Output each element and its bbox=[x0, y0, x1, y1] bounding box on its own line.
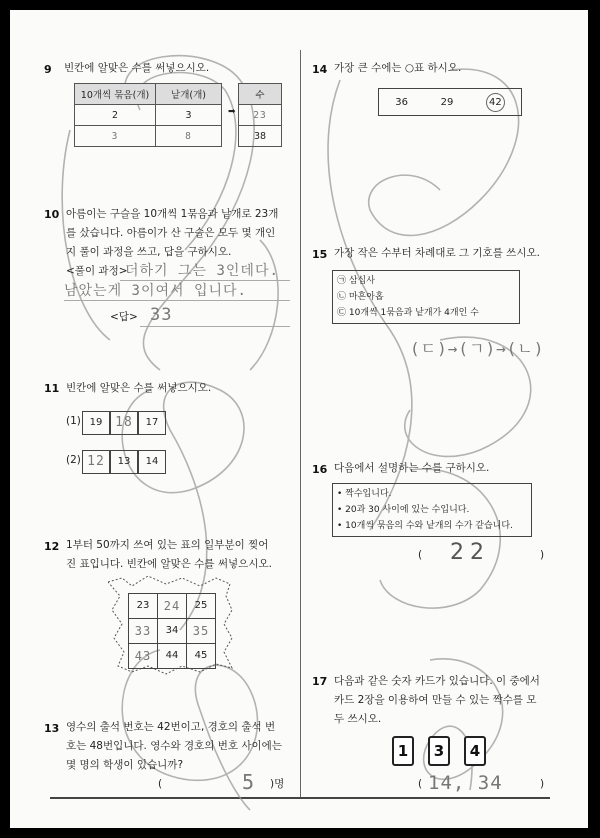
q9-table bbox=[74, 83, 222, 147]
q17-line2: 카드 2장을 이용하여 만들 수 있는 짝수를 모 bbox=[334, 694, 537, 706]
q10-process-answer-2[interactable]: 남았는게 3이여서 입니다. bbox=[64, 283, 247, 299]
q11-part1-row bbox=[82, 411, 166, 435]
q9-text: 빈칸에 알맞은 수를 써넣으시오. bbox=[64, 62, 210, 74]
q17-card-1: 1 bbox=[392, 736, 414, 766]
q11-part2-row bbox=[82, 450, 166, 474]
q11-p2-cell-b: 13 bbox=[110, 450, 138, 474]
worksheet-page bbox=[10, 10, 588, 828]
q17-number: 17 bbox=[312, 675, 328, 688]
q17-line1: 다음과 같은 숫자 카드가 있습니다. 이 중에서 bbox=[334, 675, 540, 687]
q9-header-unit: 낱개(개) bbox=[156, 84, 222, 105]
q15-option-1: ㉠ 삼십사 bbox=[337, 276, 375, 286]
q12-r3-c1[interactable]: 43 bbox=[129, 644, 158, 669]
q14-number: 14 bbox=[312, 63, 328, 76]
q11-p1-cell-b[interactable]: 18 bbox=[110, 411, 138, 435]
q9-r1-group: 2 bbox=[75, 105, 156, 126]
q13-line1: 영수의 출석 번호는 42번이고, 경호의 출석 번 bbox=[66, 721, 276, 733]
q13-line2: 호는 48번입니다. 영수와 경호의 번호 사이에는 bbox=[66, 740, 282, 752]
q11-part2-label: (2) bbox=[66, 454, 81, 466]
q13-answer[interactable]: 5 bbox=[242, 770, 256, 794]
q9-arrow-icon: ➡ bbox=[228, 107, 236, 117]
q16-hints-box bbox=[332, 483, 532, 537]
q12-number: 12 bbox=[44, 540, 60, 553]
q11-p1-cell-a: 19 bbox=[82, 411, 110, 435]
q14-text: 가장 큰 수에는 ○표 하시오. bbox=[334, 62, 462, 74]
q17-line3: 두 쓰시오. bbox=[334, 713, 382, 725]
q10-process-answer-1[interactable]: 더하기 그는 3인데다. bbox=[125, 263, 279, 279]
q15-text: 가장 작은 수부터 차례대로 그 기호를 쓰시오. bbox=[334, 247, 540, 259]
q17-card-2: 3 bbox=[428, 736, 450, 766]
q12-r1-c2[interactable]: 24 bbox=[158, 594, 187, 619]
q12-line2: 진 표입니다. 빈칸에 알맞은 수를 써넣으시오. bbox=[66, 558, 272, 570]
q10-line3: 지 풀이 과정을 쓰고, 답을 구하시오. bbox=[66, 246, 232, 258]
q9-r2-group[interactable]: 3 bbox=[75, 126, 156, 147]
q9-r2-number: 38 bbox=[239, 126, 282, 147]
q10-answer-line bbox=[140, 326, 290, 327]
q10-process-line-2 bbox=[64, 300, 290, 301]
q9-r1-number[interactable]: 23 bbox=[239, 105, 282, 126]
q16-text: 다음에서 설명하는 수를 구하시오. bbox=[334, 462, 490, 474]
q12-line1: 1부터 50까지 쓰여 있는 표의 일부분이 찢어 bbox=[66, 539, 269, 551]
q16-hint-3: • 10개씩 묶음의 수와 낱개의 수가 같습니다. bbox=[337, 521, 513, 531]
q10-answer[interactable]: 33 bbox=[150, 305, 173, 325]
q11-text: 빈칸에 알맞은 수를 써넣으시오. bbox=[66, 382, 212, 394]
q17-answer[interactable]: 14, 34 bbox=[428, 772, 503, 794]
q16-paren-open: ( bbox=[418, 549, 423, 561]
q12-r2-c1[interactable]: 33 bbox=[129, 619, 158, 644]
q14-value-3[interactable]: 42 bbox=[486, 93, 505, 112]
q12-r2-c2: 34 bbox=[158, 619, 187, 644]
q10-answer-label: <답> bbox=[110, 311, 138, 323]
q9-header-group: 10개씩 묶음(개) bbox=[75, 84, 156, 105]
q9-r1-unit: 3 bbox=[156, 105, 222, 126]
q10-process-label: <풀이 과정> bbox=[66, 265, 128, 277]
q9-header-number: 수 bbox=[239, 84, 282, 105]
q16-answer[interactable]: 22 bbox=[450, 540, 490, 565]
q16-hint-2: • 20과 30 사이에 있는 수입니다. bbox=[337, 505, 470, 515]
q15-number: 15 bbox=[312, 248, 328, 261]
q12-r3-c2: 44 bbox=[158, 644, 187, 669]
q9-number: 9 bbox=[44, 63, 52, 76]
q12-r3-c3: 45 bbox=[187, 644, 216, 669]
q17-card-3: 4 bbox=[464, 736, 486, 766]
q15-options-box bbox=[332, 270, 520, 324]
q9-r2-unit[interactable]: 8 bbox=[156, 126, 222, 147]
q11-part1-label: (1) bbox=[66, 415, 81, 427]
q13-number: 13 bbox=[44, 722, 60, 735]
q13-paren-open: ( bbox=[158, 778, 163, 790]
q16-hint-1: • 짝수입니다. bbox=[337, 489, 392, 499]
q9-number-table bbox=[238, 83, 282, 147]
q10-number: 10 bbox=[44, 208, 60, 221]
q11-p2-cell-a[interactable]: 12 bbox=[82, 450, 110, 474]
q12-r1-c3: 25 bbox=[187, 594, 216, 619]
q16-number: 16 bbox=[312, 463, 328, 476]
q13-paren-close: )명 bbox=[270, 778, 285, 790]
q11-p2-cell-c: 14 bbox=[138, 450, 166, 474]
q13-line3: 몇 명의 학생이 있습니까? bbox=[66, 759, 184, 771]
q17-paren-open: ( bbox=[418, 778, 423, 790]
q12-table bbox=[128, 593, 216, 669]
q15-option-2: ㉡ 마흔아홉 bbox=[337, 292, 384, 302]
q12-r2-c3[interactable]: 35 bbox=[187, 619, 216, 644]
q11-p1-cell-c: 17 bbox=[138, 411, 166, 435]
q14-box bbox=[378, 88, 522, 116]
q14-value-1[interactable]: 36 bbox=[395, 96, 409, 108]
q10-line1: 아름이는 구슬을 10개씩 1묶음과 낱개로 23개 bbox=[66, 208, 279, 220]
q15-answer[interactable]: (ㄷ)→(ㄱ)→(ㄴ) bbox=[410, 339, 545, 358]
q11-number: 11 bbox=[44, 382, 60, 395]
q15-option-3: ㉢ 10개씩 1묶음과 낱개가 4개인 수 bbox=[337, 308, 479, 318]
q14-value-2[interactable]: 29 bbox=[440, 96, 454, 108]
q12-r1-c1: 23 bbox=[129, 594, 158, 619]
q10-line2: 를 샀습니다. 아름이가 산 구슬은 모두 몇 개인 bbox=[66, 227, 276, 239]
q17-paren-close: ) bbox=[540, 778, 545, 790]
q16-paren-close: ) bbox=[540, 549, 545, 561]
